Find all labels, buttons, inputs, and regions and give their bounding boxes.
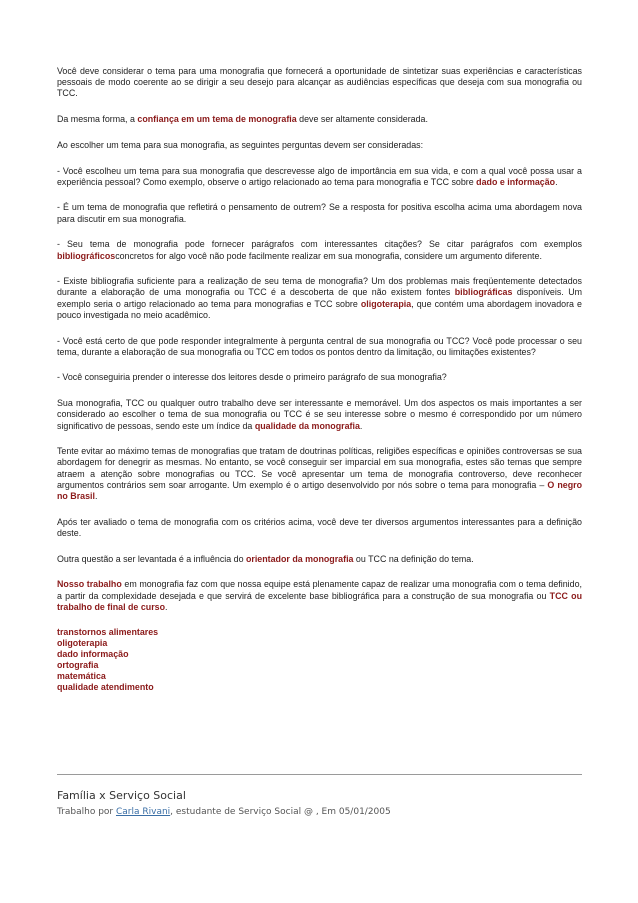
paragraph-advisor: Outra questão a ser levantada é a influência do orientador da monografia ou TCC na definição do tema.	[57, 553, 474, 564]
paragraph-question-4: - Existe bibliografia suficiente para a realização de seu tema de monografia? Um dos problemas mais freqüentemente detectados durante a elaboração de uma monografia ou TCC é a descoberta de que não existem fontes bibliográficas disponíveis. Um exemplo seria o artigo relacionado ao tema para monografias e TCC sobre oligoterapia, que contém uma abordagem inovadora e pouco investigada no meio acadêmico.	[57, 276, 582, 320]
link-bibliograficos[interactable]: bibliográficos	[57, 250, 116, 261]
paragraph-questions-intro: Ao escolher um tema para sua monografia, as seguintes perguntas devem ser consideradas:	[57, 139, 424, 150]
link-qualidade-monografia[interactable]: qualidade da monografia	[254, 420, 360, 431]
paragraph-intro: Você deve considerar o tema para uma monografia que fornecerá a oportunidade de sintetizar suas experiências e características pessoais de modo coerente ao se dirigir a seu desejo para alcançar as audiências específicas que deseja com sua monografia ou TCC.	[57, 66, 582, 99]
keyword-link[interactable]: ortografia	[57, 660, 99, 670]
paragraph-question-3: - Seu tema de monografia pode fornecer parágrafos com interessantes citações? Se citar parágrafos com exemplos bibliográficosconcretos for algo você não pode facilmente realizar em sua monografia, considere um argumento diferente.	[57, 239, 582, 261]
keyword-link[interactable]: dado informação	[57, 649, 129, 659]
link-confianca-tema[interactable]: confiança em um tema de monografia	[137, 114, 297, 125]
paragraph-controversial: Tente evitar ao máximo temas de monografias que tratam de doutrinas políticas, religiões específicas e opiniões controversas se sua abordagem for denegrir as mesmas. No entanto, se você conseguir ser imparcial em sua monografia, estes são temas que sempre atraem a atenção sobre monografias ou TCC. Se você apresentar um tema de monografia controverso, deve reconhecer argumentos contrários sem soar arrogante. Um exemplo é o artigo desenvolvido por nós sobre o tema para monografia – O negro no Brasil.	[57, 446, 582, 502]
paragraph-our-work: Nosso trabalho em monografia faz com que nossa equipe está plenamente capaz de realizar uma monografia com o tema definido, a partir da complexidade desejada e que servirá de excelente base bibliográfica para a construção de sua monografia ou TCC ou trabalho de final de curso.	[57, 579, 582, 612]
link-negro-brasil[interactable]: O negro no Brasil	[57, 479, 582, 502]
link-orientador[interactable]: orientador da monografia	[245, 553, 354, 564]
link-dado-informacao[interactable]: dado e informação	[476, 176, 556, 187]
author-link[interactable]: Carla Rivani	[115, 807, 171, 817]
link-bibliograficas[interactable]: bibliográficas	[454, 287, 513, 298]
paragraph-evaluation: Após ter avaliado o tema de monografia com os critérios acima, você deve ter diversos argumentos interessantes para a definição deste.	[57, 516, 582, 538]
paragraph-question-2: - É um tema de monografia que refletirá o pensamento de outrem? Se a resposta for positiva escolha acima uma abordagem nova para discutir em sua monografia.	[57, 202, 582, 224]
keyword-link[interactable]: qualidade atendimento	[57, 682, 154, 692]
keyword-link[interactable]: transtornos alimentares	[57, 627, 159, 637]
keyword-link[interactable]: oligoterapia	[57, 638, 108, 648]
paragraph-question-6: - Você conseguiria prender o interesse dos leitores desde o primeiro parágrafo de sua monografia?	[57, 372, 447, 383]
footer-divider	[57, 774, 582, 775]
paragraph-memorable: Sua monografia, TCC ou qualquer outro trabalho deve ser interessante e memorável. Um dos aspectos os mais importantes a ser considerado ao escolher o tema de sua monografia ou TCC é se seu interesse sobre o mesmo é correspondido por um número significativo de pessoas, sendo este um índice da qualidade da monografia.	[57, 398, 582, 431]
footer-title: Família x Serviço Social	[57, 789, 186, 802]
link-oligoterapia[interactable]: oligoterapia	[360, 298, 412, 309]
keyword-link[interactable]: matemática	[57, 671, 106, 681]
document-body	[57, 66, 582, 693]
paragraph-question-1: - Você escolheu um tema para sua monografia que descrevesse algo de importância em sua vida, e com a qual você possa usar a experiência pessoal? Como exemplo, observe o artigo relacionado ao tema para monografia e TCC sobre dado e informação.	[57, 165, 582, 187]
keyword-list	[57, 627, 582, 693]
paragraph-confidence: Da mesma forma, a confiança em um tema de monografia deve ser altamente considerada.	[57, 114, 428, 125]
footer-meta: Trabalho por Carla Rivani, estudante de Serviço Social @ , Em 05/01/2005	[57, 807, 391, 817]
link-nosso-trabalho[interactable]: Nosso trabalho	[57, 579, 122, 590]
link-tcc-final-curso[interactable]: TCC ou trabalho de final de curso	[57, 590, 582, 612]
paragraph-question-5: - Você está certo de que pode responder integralmente à pergunta central de sua monografia ou TCC? Você pode processar o seu tema, durante a elaboração de sua monografia ou TCC em todos os pontos dentro da limitação, ou limitações existentes?	[57, 335, 582, 357]
